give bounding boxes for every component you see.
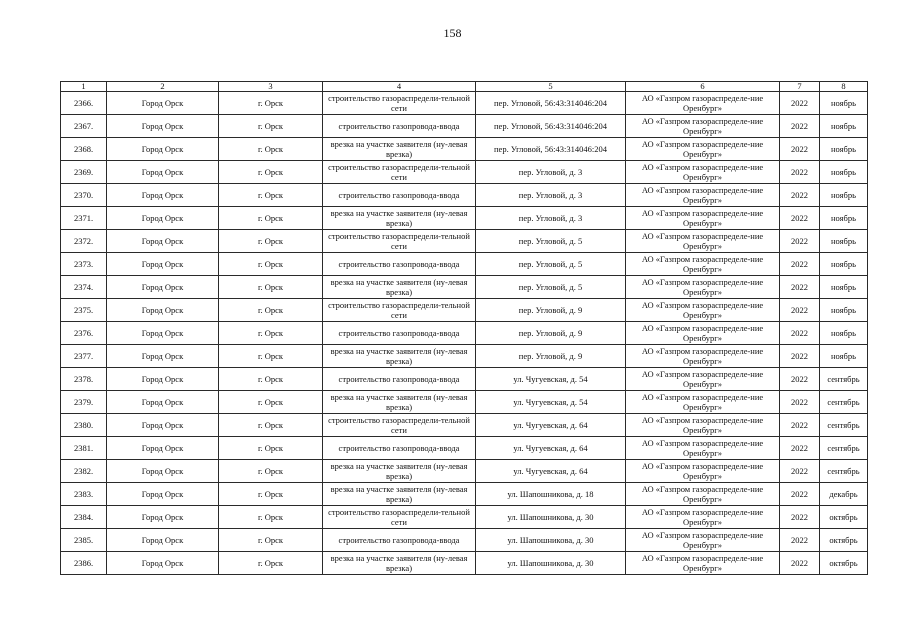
organization-cell: АО «Газпром газораспределе-ние Оренбург»: [626, 322, 780, 345]
settlement-cell: г. Орск: [219, 529, 323, 552]
row-number-cell: 2378.: [61, 368, 107, 391]
row-number-cell: 2381.: [61, 437, 107, 460]
work-type-cell: строительство газопровода-ввода: [323, 184, 476, 207]
row-number-cell: 2379.: [61, 391, 107, 414]
settlement-cell: г. Орск: [219, 276, 323, 299]
year-cell: 2022: [780, 391, 820, 414]
address-cell: пер. Угловой, д. 9: [476, 345, 626, 368]
settlement-cell: г. Орск: [219, 161, 323, 184]
settlement-cell: г. Орск: [219, 138, 323, 161]
month-cell: ноябрь: [820, 253, 868, 276]
table-row: [61, 368, 868, 391]
column-header: 4: [323, 82, 476, 92]
table-row: [61, 92, 868, 115]
work-type-cell: строительство газораспредели-тельной сети: [323, 506, 476, 529]
row-number-cell: 2372.: [61, 230, 107, 253]
municipality-cell: Город Орск: [107, 552, 219, 575]
settlement-cell: г. Орск: [219, 207, 323, 230]
work-type-cell: врезка на участке заявителя (ну-левая врезка): [323, 460, 476, 483]
settlement-cell: г. Орск: [219, 92, 323, 115]
row-number-cell: 2386.: [61, 552, 107, 575]
table-row: [61, 253, 868, 276]
table-row: [61, 345, 868, 368]
table-row: [61, 529, 868, 552]
month-cell: сентябрь: [820, 414, 868, 437]
settlement-cell: г. Орск: [219, 552, 323, 575]
address-cell: ул. Чугуевская, д. 64: [476, 437, 626, 460]
work-type-cell: строительство газопровода-ввода: [323, 437, 476, 460]
month-cell: октябрь: [820, 506, 868, 529]
column-header: 1: [61, 82, 107, 92]
month-cell: ноябрь: [820, 138, 868, 161]
row-number-cell: 2368.: [61, 138, 107, 161]
municipality-cell: Город Орск: [107, 437, 219, 460]
table-row: [61, 414, 868, 437]
year-cell: 2022: [780, 161, 820, 184]
month-cell: октябрь: [820, 552, 868, 575]
column-header: 7: [780, 82, 820, 92]
work-type-cell: строительство газораспредели-тельной сети: [323, 92, 476, 115]
address-cell: пер. Угловой, д. 5: [476, 276, 626, 299]
work-type-cell: врезка на участке заявителя (ну-левая врезка): [323, 276, 476, 299]
municipality-cell: Город Орск: [107, 391, 219, 414]
work-type-cell: строительство газопровода-ввода: [323, 253, 476, 276]
work-type-cell: врезка на участке заявителя (ну-левая врезка): [323, 391, 476, 414]
municipality-cell: Город Орск: [107, 322, 219, 345]
month-cell: ноябрь: [820, 184, 868, 207]
address-cell: пер. Угловой, д. 3: [476, 207, 626, 230]
month-cell: ноябрь: [820, 207, 868, 230]
municipality-cell: Город Орск: [107, 529, 219, 552]
municipality-cell: Город Орск: [107, 138, 219, 161]
organization-cell: АО «Газпром газораспределе-ние Оренбург»: [626, 368, 780, 391]
organization-cell: АО «Газпром газораспределе-ние Оренбург»: [626, 552, 780, 575]
settlement-cell: г. Орск: [219, 414, 323, 437]
table-row: [61, 207, 868, 230]
address-cell: ул. Шапошникова, д. 30: [476, 552, 626, 575]
address-cell: пер. Угловой, д. 9: [476, 322, 626, 345]
settlement-cell: г. Орск: [219, 299, 323, 322]
year-cell: 2022: [780, 322, 820, 345]
address-cell: пер. Угловой, д. 9: [476, 299, 626, 322]
address-cell: ул. Шапошникова, д. 18: [476, 483, 626, 506]
row-number-cell: 2382.: [61, 460, 107, 483]
work-type-cell: строительство газопровода-ввода: [323, 115, 476, 138]
municipality-cell: Город Орск: [107, 460, 219, 483]
row-number-cell: 2367.: [61, 115, 107, 138]
year-cell: 2022: [780, 460, 820, 483]
year-cell: 2022: [780, 184, 820, 207]
column-header: 8: [820, 82, 868, 92]
month-cell: ноябрь: [820, 299, 868, 322]
month-cell: сентябрь: [820, 368, 868, 391]
table-row: [61, 322, 868, 345]
row-number-cell: 2366.: [61, 92, 107, 115]
row-number-cell: 2373.: [61, 253, 107, 276]
settlement-cell: г. Орск: [219, 115, 323, 138]
address-cell: ул. Чугуевская, д. 64: [476, 414, 626, 437]
address-cell: пер. Угловой, 56:43:314046:204: [476, 115, 626, 138]
table-row: [61, 506, 868, 529]
row-number-cell: 2383.: [61, 483, 107, 506]
month-cell: сентябрь: [820, 460, 868, 483]
municipality-cell: Город Орск: [107, 299, 219, 322]
column-header: 5: [476, 82, 626, 92]
row-number-cell: 2376.: [61, 322, 107, 345]
municipality-cell: Город Орск: [107, 115, 219, 138]
organization-cell: АО «Газпром газораспределе-ние Оренбург»: [626, 460, 780, 483]
municipality-cell: Город Орск: [107, 184, 219, 207]
organization-cell: АО «Газпром газораспределе-ние Оренбург»: [626, 529, 780, 552]
organization-cell: АО «Газпром газораспределе-ние Оренбург»: [626, 138, 780, 161]
settlement-cell: г. Орск: [219, 230, 323, 253]
table-row: [61, 437, 868, 460]
address-cell: пер. Угловой, 56:43:314046:204: [476, 138, 626, 161]
organization-cell: АО «Газпром газораспределе-ние Оренбург»: [626, 345, 780, 368]
month-cell: ноябрь: [820, 322, 868, 345]
address-cell: ул. Шапошникова, д. 30: [476, 506, 626, 529]
organization-cell: АО «Газпром газораспределе-ние Оренбург»: [626, 161, 780, 184]
header-row: [61, 82, 868, 92]
month-cell: декабрь: [820, 483, 868, 506]
table-row: [61, 483, 868, 506]
organization-cell: АО «Газпром газораспределе-ние Оренбург»: [626, 115, 780, 138]
row-number-cell: 2374.: [61, 276, 107, 299]
work-type-cell: строительство газопровода-ввода: [323, 322, 476, 345]
work-type-cell: строительство газораспредели-тельной сети: [323, 299, 476, 322]
municipality-cell: Город Орск: [107, 368, 219, 391]
table-row: [61, 161, 868, 184]
address-cell: пер. Угловой, д. 5: [476, 230, 626, 253]
address-cell: пер. Угловой, д. 5: [476, 253, 626, 276]
column-header: 2: [107, 82, 219, 92]
municipality-cell: Город Орск: [107, 253, 219, 276]
year-cell: 2022: [780, 138, 820, 161]
organization-cell: АО «Газпром газораспределе-ние Оренбург»: [626, 506, 780, 529]
table-body: [61, 82, 868, 575]
settlement-cell: г. Орск: [219, 322, 323, 345]
work-type-cell: строительство газопровода-ввода: [323, 529, 476, 552]
month-cell: октябрь: [820, 529, 868, 552]
year-cell: 2022: [780, 529, 820, 552]
work-type-cell: врезка на участке заявителя (ну-левая врезка): [323, 345, 476, 368]
work-type-cell: врезка на участке заявителя (ну-левая врезка): [323, 207, 476, 230]
municipality-cell: Город Орск: [107, 506, 219, 529]
work-type-cell: врезка на участке заявителя (ну-левая врезка): [323, 552, 476, 575]
work-type-cell: строительство газораспредели-тельной сети: [323, 230, 476, 253]
organization-cell: АО «Газпром газораспределе-ние Оренбург»: [626, 184, 780, 207]
address-cell: ул. Шапошникова, д. 30: [476, 529, 626, 552]
month-cell: ноябрь: [820, 345, 868, 368]
month-cell: ноябрь: [820, 276, 868, 299]
table-row: [61, 115, 868, 138]
row-number-cell: 2380.: [61, 414, 107, 437]
work-type-cell: врезка на участке заявителя (ну-левая врезка): [323, 138, 476, 161]
settlement-cell: г. Орск: [219, 391, 323, 414]
year-cell: 2022: [780, 414, 820, 437]
address-cell: ул. Чугуевская, д. 54: [476, 368, 626, 391]
row-number-cell: 2371.: [61, 207, 107, 230]
table-row: [61, 552, 868, 575]
year-cell: 2022: [780, 115, 820, 138]
address-cell: пер. Угловой, д. 3: [476, 184, 626, 207]
year-cell: 2022: [780, 552, 820, 575]
organization-cell: АО «Газпром газораспределе-ние Оренбург»: [626, 207, 780, 230]
year-cell: 2022: [780, 92, 820, 115]
month-cell: ноябрь: [820, 115, 868, 138]
organization-cell: АО «Газпром газораспределе-ние Оренбург»: [626, 92, 780, 115]
municipality-cell: Город Орск: [107, 161, 219, 184]
organization-cell: АО «Газпром газораспределе-ние Оренбург»: [626, 230, 780, 253]
municipality-cell: Город Орск: [107, 414, 219, 437]
year-cell: 2022: [780, 506, 820, 529]
year-cell: 2022: [780, 276, 820, 299]
address-cell: пер. Угловой, 56:43:314046:204: [476, 92, 626, 115]
municipality-cell: Город Орск: [107, 276, 219, 299]
work-type-cell: строительство газораспредели-тельной сети: [323, 414, 476, 437]
row-number-cell: 2377.: [61, 345, 107, 368]
work-type-cell: строительство газопровода-ввода: [323, 368, 476, 391]
work-type-cell: врезка на участке заявителя (ну-левая врезка): [323, 483, 476, 506]
table-row: [61, 184, 868, 207]
address-cell: пер. Угловой, д. 3: [476, 161, 626, 184]
settlement-cell: г. Орск: [219, 460, 323, 483]
settlement-cell: г. Орск: [219, 368, 323, 391]
row-number-cell: 2370.: [61, 184, 107, 207]
organization-cell: АО «Газпром газораспределе-ние Оренбург»: [626, 299, 780, 322]
settlement-cell: г. Орск: [219, 345, 323, 368]
table-row: [61, 276, 868, 299]
table-row: [61, 138, 868, 161]
municipality-cell: Город Орск: [107, 92, 219, 115]
month-cell: ноябрь: [820, 92, 868, 115]
municipality-cell: Город Орск: [107, 207, 219, 230]
organization-cell: АО «Газпром газораспределе-ние Оренбург»: [626, 414, 780, 437]
address-cell: ул. Чугуевская, д. 54: [476, 391, 626, 414]
settlement-cell: г. Орск: [219, 483, 323, 506]
settlement-cell: г. Орск: [219, 437, 323, 460]
settlement-cell: г. Орск: [219, 184, 323, 207]
municipality-cell: Город Орск: [107, 345, 219, 368]
table-row: [61, 299, 868, 322]
organization-cell: АО «Газпром газораспределе-ние Оренбург»: [626, 253, 780, 276]
month-cell: ноябрь: [820, 161, 868, 184]
year-cell: 2022: [780, 483, 820, 506]
row-number-cell: 2369.: [61, 161, 107, 184]
year-cell: 2022: [780, 207, 820, 230]
row-number-cell: 2384.: [61, 506, 107, 529]
work-type-cell: строительство газораспредели-тельной сети: [323, 161, 476, 184]
organization-cell: АО «Газпром газораспределе-ние Оренбург»: [626, 437, 780, 460]
year-cell: 2022: [780, 345, 820, 368]
schedule-table: [60, 81, 868, 575]
organization-cell: АО «Газпром газораспределе-ние Оренбург»: [626, 276, 780, 299]
year-cell: 2022: [780, 230, 820, 253]
month-cell: ноябрь: [820, 230, 868, 253]
month-cell: сентябрь: [820, 437, 868, 460]
settlement-cell: г. Орск: [219, 506, 323, 529]
table-row: [61, 460, 868, 483]
year-cell: 2022: [780, 299, 820, 322]
column-header: 6: [626, 82, 780, 92]
municipality-cell: Город Орск: [107, 483, 219, 506]
page-number: 158: [443, 26, 462, 40]
year-cell: 2022: [780, 368, 820, 391]
row-number-cell: 2375.: [61, 299, 107, 322]
row-number-cell: 2385.: [61, 529, 107, 552]
municipality-cell: Город Орск: [107, 230, 219, 253]
table-row: [61, 230, 868, 253]
year-cell: 2022: [780, 253, 820, 276]
settlement-cell: г. Орск: [219, 253, 323, 276]
month-cell: сентябрь: [820, 391, 868, 414]
organization-cell: АО «Газпром газораспределе-ние Оренбург»: [626, 391, 780, 414]
organization-cell: АО «Газпром газораспределе-ние Оренбург»: [626, 483, 780, 506]
table-row: [61, 391, 868, 414]
column-header: 3: [219, 82, 323, 92]
year-cell: 2022: [780, 437, 820, 460]
address-cell: ул. Чугуевская, д. 64: [476, 460, 626, 483]
